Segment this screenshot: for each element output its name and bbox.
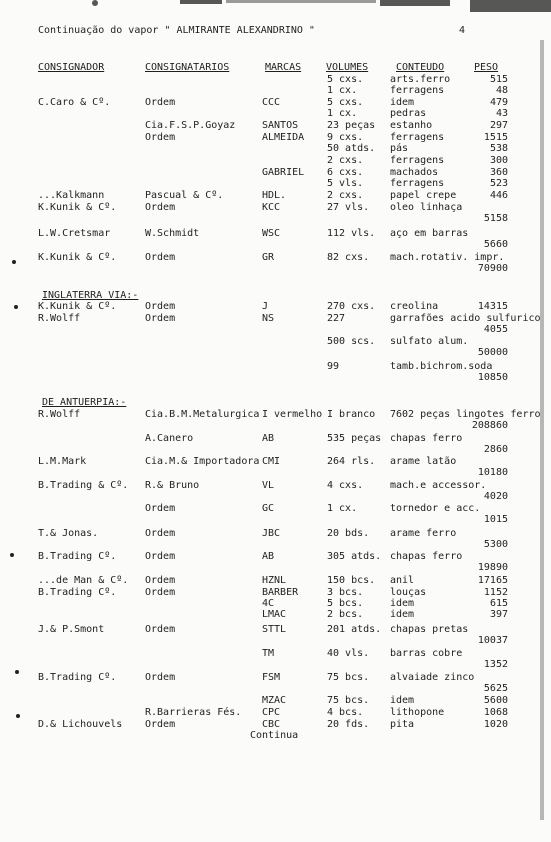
header-weight: PESO <box>474 62 499 73</box>
row-antuerpia-marks: TM <box>262 648 275 659</box>
row-antuerpia-weight: 1015 <box>483 514 508 525</box>
row-antuerpia-consignee: Ordem <box>145 719 176 730</box>
row-antuerpia-contents: idem <box>390 609 415 620</box>
row-volumes: 1 cx. <box>327 108 358 119</box>
row-antuerpia-consignor: B.Trading Cº. <box>38 551 117 562</box>
header-contents: CONTEUDO <box>396 62 445 73</box>
row-antuerpia-weight: 10180 <box>477 467 508 478</box>
page-number: 4 <box>459 25 466 36</box>
row-antuerpia-contents: chapas ferro <box>390 551 463 562</box>
header-marks: MARCAS <box>265 62 302 73</box>
row-antuerpia-weight: 1068 <box>483 707 508 718</box>
row-antuerpia-marks: FSM <box>262 672 281 683</box>
row-volumes: 1 cx. <box>327 85 358 96</box>
row-antuerpia-volumes: 40 vls. <box>327 648 370 659</box>
row-volumes: 5 cxs. <box>327 97 364 108</box>
row-antuerpia-consignor: B.Trading & Cº. <box>38 480 129 491</box>
row-antuerpia-weight: 17165 <box>477 575 508 586</box>
row-consignee: W.Schmidt <box>145 228 200 239</box>
row-antuerpia-weight: 4020 <box>483 491 508 502</box>
row-marks: CCC <box>262 97 281 108</box>
scan-smudge <box>226 0 376 3</box>
row-consignee: Pascual & Cº. <box>145 190 224 201</box>
row-inglaterra-consignor: K.Kunik & Cº. <box>38 301 117 312</box>
row-weight: 300 <box>489 155 508 166</box>
row-antuerpia-contents: idem <box>390 598 415 609</box>
row-antuerpia-volumes: 75 bcs. <box>327 695 370 706</box>
row-inglaterra-volumes: 270 cxs. <box>327 301 376 312</box>
row-antuerpia-contents: chapas ferro <box>390 433 463 444</box>
row-antuerpia-consignor: R.Wolff <box>38 409 81 420</box>
row-inglaterra-volumes: 99 <box>327 361 340 372</box>
row-antuerpia-volumes: 20 fds. <box>327 719 370 730</box>
row-antuerpia-volumes: 20 bds. <box>327 528 370 539</box>
row-volumes: 82 cxs. <box>327 252 370 263</box>
row-volumes: 9 cxs. <box>327 132 364 143</box>
row-antuerpia-volumes: 1 cx. <box>327 503 358 514</box>
section-heading-antuerpia: DE ANTUERPIA:- <box>42 397 127 408</box>
row-weight: 297 <box>489 120 508 131</box>
row-contents: papel crepe <box>390 190 457 201</box>
row-inglaterra-weight: 4055 <box>483 324 508 335</box>
row-weight: 515 <box>489 74 508 85</box>
row-antuerpia-weight: 2860 <box>483 444 508 455</box>
row-inglaterra-contents: garrafões acido sulfurico <box>390 313 541 324</box>
scan-smudge <box>470 0 551 12</box>
row-weight: 70900 <box>477 263 508 274</box>
row-contents: pedras <box>390 108 427 119</box>
row-inglaterra-weight: 10850 <box>477 372 508 383</box>
margin-dot <box>16 714 20 718</box>
row-weight: 360 <box>489 167 508 178</box>
row-contents: ferragens <box>390 178 445 189</box>
row-marks: ALMEIDA <box>262 132 305 143</box>
row-antuerpia-consignee: Ordem <box>145 624 176 635</box>
row-antuerpia-weight: 19890 <box>477 562 508 573</box>
row-weight: 48 <box>495 85 508 96</box>
scan-smudge <box>380 0 450 6</box>
row-antuerpia-weight: 615 <box>489 598 508 609</box>
header-consignee: CONSIGNATARIOS <box>145 62 230 73</box>
row-volumes: 2 cxs. <box>327 190 364 201</box>
row-antuerpia-consignee: Cia.M.& Importadora <box>145 456 260 467</box>
row-marks: WSC <box>262 228 281 239</box>
row-inglaterra-consignee: Ordem <box>145 313 176 324</box>
row-contents: ferragens <box>390 132 445 143</box>
row-antuerpia-consignee: Ordem <box>145 528 176 539</box>
row-contents: ferragens <box>390 155 445 166</box>
row-inglaterra-marks: J <box>262 301 269 312</box>
row-antuerpia-volumes: 5 bcs. <box>327 598 364 609</box>
row-marks: GR <box>262 252 275 263</box>
row-contents: pás <box>390 143 409 154</box>
row-antuerpia-contents: arame latão <box>390 456 457 467</box>
row-inglaterra-volumes: 500 scs. <box>327 336 376 347</box>
row-consignee: Ordem <box>145 252 176 263</box>
row-antuerpia-volumes: 201 atds. <box>327 624 382 635</box>
row-contents: ferragens <box>390 85 445 96</box>
row-inglaterra-marks: NS <box>262 313 275 324</box>
row-antuerpia-marks: LMAC <box>262 609 287 620</box>
row-antuerpia-marks: CPC <box>262 707 281 718</box>
row-contents: aço em barras <box>390 228 469 239</box>
row-antuerpia-volumes: 3 bcs. <box>327 587 364 598</box>
row-contents: machados <box>390 167 439 178</box>
row-consignor: K.Kunik & Cº. <box>38 252 117 263</box>
row-volumes: 2 cxs. <box>327 155 364 166</box>
row-consignee: Cia.F.S.P.Goyaz <box>145 120 236 131</box>
row-antuerpia-marks: GC <box>262 503 275 514</box>
row-antuerpia-consignor: B.Trading Cº. <box>38 587 117 598</box>
row-consignor: K.Kunik & Cº. <box>38 202 117 213</box>
row-inglaterra-contents: tamb.bichrom.soda <box>390 361 493 372</box>
section-heading-inglaterra: INGLATERRA VIA:- <box>42 290 139 301</box>
scan-smudge <box>92 0 98 6</box>
row-antuerpia-consignee: Cia.B.M.Metalurgica <box>145 409 260 420</box>
row-antuerpia-contents: arame ferro <box>390 528 457 539</box>
row-weight: 446 <box>489 190 508 201</box>
margin-dot <box>12 260 16 264</box>
row-antuerpia-contents: lithopone <box>390 707 445 718</box>
row-antuerpia-contents: tornedor e acc. <box>390 503 481 514</box>
row-antuerpia-consignee: Ordem <box>145 551 176 562</box>
row-volumes: 112 vls. <box>327 228 376 239</box>
row-antuerpia-volumes: 264 rls. <box>327 456 376 467</box>
row-antuerpia-marks: STTL <box>262 624 287 635</box>
row-volumes: 23 peças <box>327 120 376 131</box>
row-antuerpia-consignee: Ordem <box>145 575 176 586</box>
row-antuerpia-volumes: 535 peças <box>327 433 382 444</box>
header-consignor: CONSIGNADOR <box>38 62 105 73</box>
row-contents: oleo linhaça <box>390 202 463 213</box>
row-contents: arts.ferro <box>390 74 451 85</box>
row-consignor: C.Caro & Cº. <box>38 97 111 108</box>
row-antuerpia-contents: idem <box>390 695 415 706</box>
row-inglaterra-weight: 14315 <box>477 301 508 312</box>
document-title: Continuação do vapor " ALMIRANTE ALEXANDRINO " <box>38 25 315 36</box>
row-marks: SANTOS <box>262 120 299 131</box>
row-volumes: 27 vls. <box>327 202 370 213</box>
row-inglaterra-consignee: Ordem <box>145 301 176 312</box>
row-antuerpia-weight: 1020 <box>483 719 508 730</box>
row-consignor: ...Kalkmann <box>38 190 105 201</box>
row-antuerpia-weight: 397 <box>489 609 508 620</box>
row-antuerpia-contents: barras cobre <box>390 648 463 659</box>
scan-smudge <box>180 0 222 4</box>
header-volumes: VOLUMES <box>326 62 369 73</box>
row-antuerpia-contents: alvaiade zinco <box>390 672 475 683</box>
row-antuerpia-consignor: B.Trading Cº. <box>38 672 117 683</box>
row-antuerpia-contents: anil <box>390 575 415 586</box>
margin-dot <box>14 305 18 309</box>
row-contents: mach.rotativ. impr. <box>390 252 505 263</box>
row-antuerpia-marks: JBC <box>262 528 281 539</box>
row-antuerpia-consignee: A.Canero <box>145 433 194 444</box>
row-inglaterra-consignor: R.Wolff <box>38 313 81 324</box>
continua-footer: Continua <box>250 730 299 741</box>
row-antuerpia-marks: HZNL <box>262 575 287 586</box>
row-antuerpia-consignor: L.M.Mark <box>38 456 87 467</box>
row-marks: HDL. <box>262 190 287 201</box>
row-antuerpia-contents: chapas pretas <box>390 624 469 635</box>
row-antuerpia-marks: CBC <box>262 719 281 730</box>
row-antuerpia-consignee: Ordem <box>145 503 176 514</box>
row-antuerpia-weight: 10037 <box>477 635 508 646</box>
row-weight: 1515 <box>483 132 508 143</box>
row-antuerpia-volumes: 2 bcs. <box>327 609 364 620</box>
row-antuerpia-consignor: ...de Man & Cº. <box>38 575 129 586</box>
row-antuerpia-weight: 208860 <box>471 420 508 431</box>
row-consignor: L.W.Cretsmar <box>38 228 111 239</box>
row-antuerpia-marks: CMI <box>262 456 281 467</box>
row-antuerpia-consignor: J.& P.Smont <box>38 624 105 635</box>
margin-dot <box>15 670 19 674</box>
row-volumes: 5 cxs. <box>327 74 364 85</box>
row-marks: GABRIEL <box>262 167 305 178</box>
row-antuerpia-marks: 4C <box>262 598 275 609</box>
row-antuerpia-marks: BARBER <box>262 587 299 598</box>
row-antuerpia-weight: 5625 <box>483 683 508 694</box>
row-antuerpia-weight: 5600 <box>483 695 508 706</box>
row-antuerpia-consignee: R.& Bruno <box>145 480 200 491</box>
row-antuerpia-weight: 5300 <box>483 539 508 550</box>
row-antuerpia-contents: 7602 peças lingotes ferro <box>390 409 541 420</box>
scan-edge <box>540 40 544 820</box>
row-consignee: Ordem <box>145 202 176 213</box>
row-inglaterra-contents: creolina <box>390 301 439 312</box>
row-antuerpia-marks: VL <box>262 480 275 491</box>
row-weight: 5660 <box>483 239 508 250</box>
row-volumes: 6 cxs. <box>327 167 364 178</box>
row-weight: 538 <box>489 143 508 154</box>
row-inglaterra-weight: 50000 <box>477 347 508 358</box>
row-weight: 523 <box>489 178 508 189</box>
row-antuerpia-consignee: R.Barrieras Fés. <box>145 707 242 718</box>
row-antuerpia-consignor: D.& Lichouvels <box>38 719 123 730</box>
row-volumes: 5 vls. <box>327 178 364 189</box>
row-antuerpia-marks: AB <box>262 551 275 562</box>
row-weight: 43 <box>495 108 508 119</box>
row-antuerpia-marks: MZAC <box>262 695 287 706</box>
row-antuerpia-contents: mach.e accessor. <box>390 480 487 491</box>
row-antuerpia-volumes: 150 bcs. <box>327 575 376 586</box>
row-antuerpia-volumes: I branco <box>327 409 376 420</box>
row-antuerpia-weight: 1352 <box>483 659 508 670</box>
row-antuerpia-volumes: 305 atds. <box>327 551 382 562</box>
row-inglaterra-contents: sulfato alum. <box>390 336 469 347</box>
row-antuerpia-consignor: T.& Jonas. <box>38 528 99 539</box>
row-antuerpia-volumes: 4 cxs. <box>327 480 364 491</box>
row-contents: idem <box>390 97 415 108</box>
row-consignee: Ordem <box>145 132 176 143</box>
row-antuerpia-marks: AB <box>262 433 275 444</box>
row-antuerpia-volumes: 4 bcs. <box>327 707 364 718</box>
margin-dot <box>10 553 14 557</box>
row-antuerpia-contents: pita <box>390 719 415 730</box>
row-consignee: Ordem <box>145 97 176 108</box>
row-weight: 479 <box>489 97 508 108</box>
row-volumes: 50 atds. <box>327 143 376 154</box>
row-marks: KCC <box>262 202 281 213</box>
row-inglaterra-volumes: 227 <box>327 313 346 324</box>
row-antuerpia-marks: I vermelho <box>262 409 323 420</box>
row-weight: 5158 <box>483 213 508 224</box>
row-antuerpia-consignee: Ordem <box>145 672 176 683</box>
row-antuerpia-contents: louças <box>390 587 427 598</box>
row-antuerpia-consignee: Ordem <box>145 587 176 598</box>
row-antuerpia-volumes: 75 bcs. <box>327 672 370 683</box>
row-antuerpia-weight: 1152 <box>483 587 508 598</box>
row-contents: estanho <box>390 120 433 131</box>
